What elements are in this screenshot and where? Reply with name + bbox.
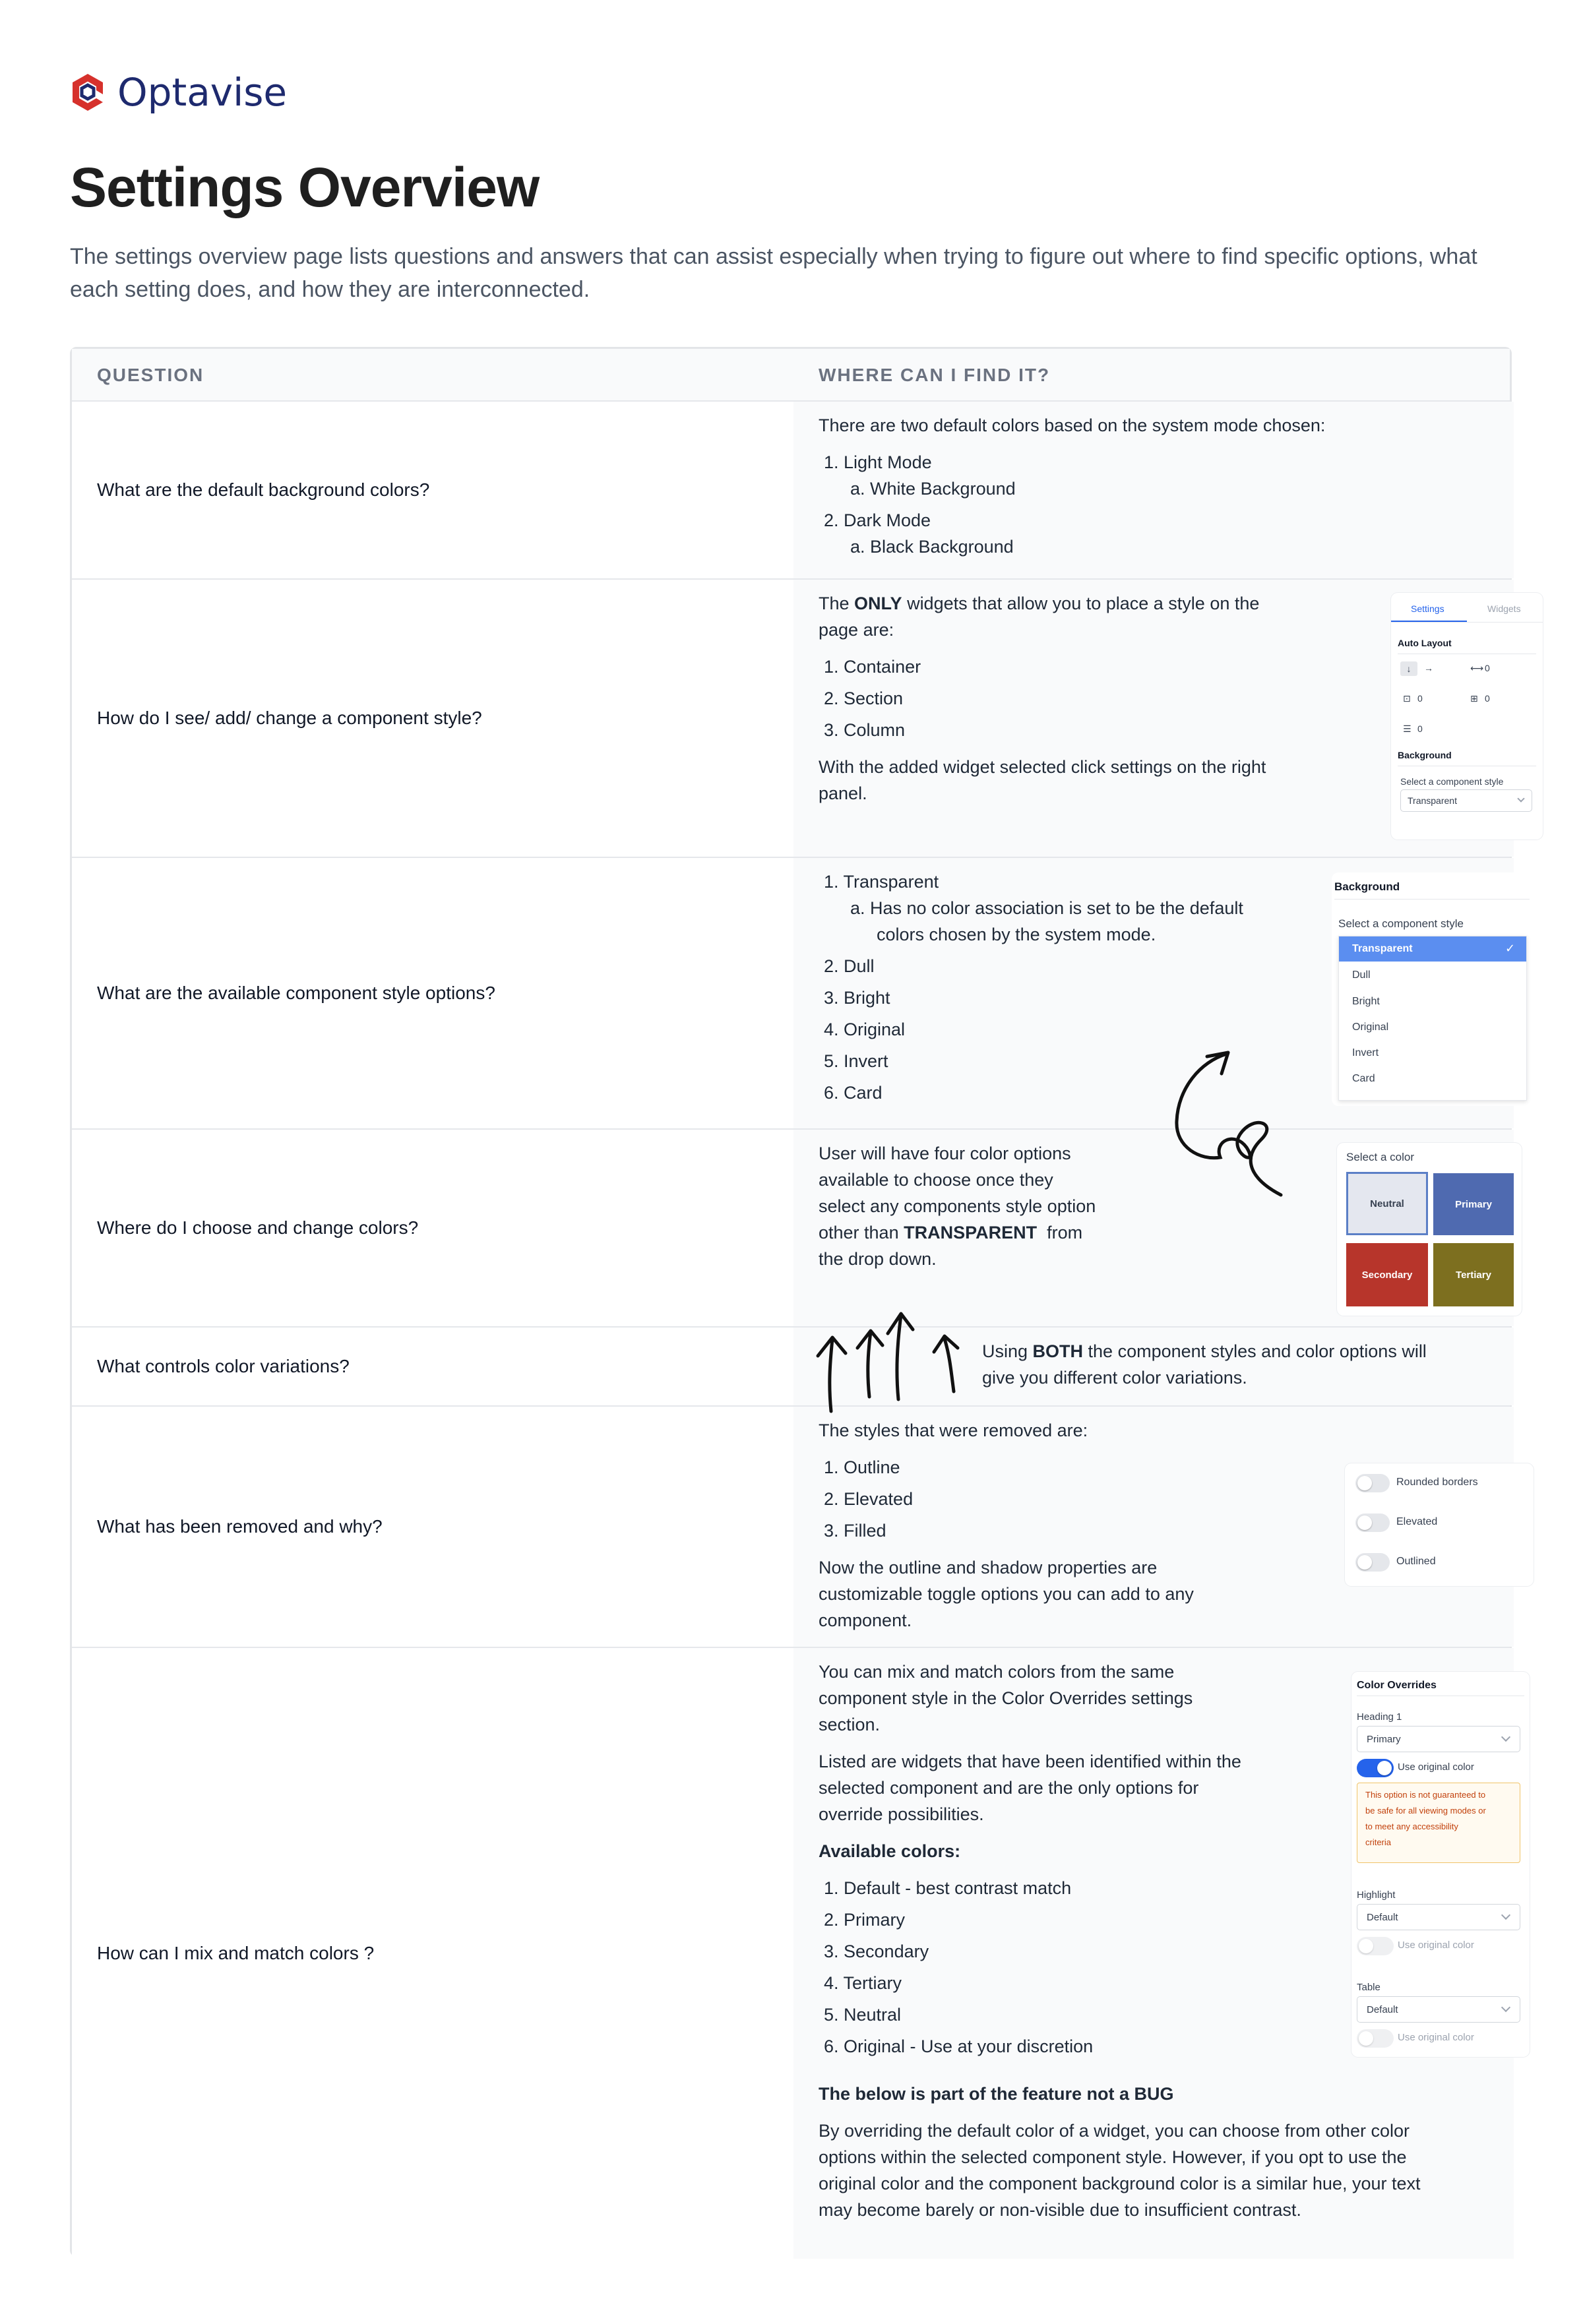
heading1-label: Heading 1 (1357, 1711, 1402, 1723)
background-label: Background (1398, 750, 1452, 760)
answer-cell (793, 1130, 1514, 1326)
column-header-question: QUESTION (97, 365, 204, 385)
emphasis: BOTH (1032, 1341, 1084, 1361)
emphasis: ONLY (854, 594, 902, 613)
list-item: 2. Section (824, 688, 904, 708)
heading1-color-select[interactable] (1357, 1726, 1520, 1752)
component-style-label: Select a component style (1400, 776, 1504, 787)
toggle-label: Rounded borders (1396, 1477, 1478, 1488)
select-value: Default (1367, 1912, 1398, 1923)
emphasis: TRANSPARENT (904, 1223, 1038, 1242)
tab-widgets: Widgets (1487, 603, 1521, 614)
brand-logo (70, 66, 287, 119)
gap-value: 0 (1485, 663, 1490, 673)
text: available to choose once they (819, 1170, 1053, 1190)
toggle-label: Use original color (1398, 1940, 1474, 1951)
auto-layout-label: Auto Layout (1398, 638, 1452, 648)
elevated-toggle[interactable] (1355, 1514, 1390, 1532)
list-item: 1. Container (824, 657, 921, 677)
text: By overriding the default color of a widget, you can choose from other color (819, 2121, 1410, 2141)
warning-text: criteria (1365, 1837, 1392, 1847)
answer-cell (793, 1328, 1514, 1405)
text: customizable toggle options you can add to any (819, 1584, 1194, 1604)
color-overrides-preview (1351, 1672, 1530, 2057)
column-header-answer: WHERE CAN I FIND IT? (819, 365, 1051, 385)
list-item: 2. Elevated (824, 1489, 914, 1509)
text: Using (982, 1341, 1033, 1361)
divider (1334, 899, 1530, 900)
style-option[interactable]: Bright (1352, 996, 1380, 1007)
text: component style in the Color Overrides settings (819, 1688, 1193, 1708)
text: panel. (819, 783, 867, 803)
page-intro: The settings overview page lists questions and answers that can assist especially when trying to figure out where to find specific options, what each setting does, and how they are interconnected. (70, 244, 1477, 302)
toggle-label: Use original color (1398, 2032, 1474, 2043)
text: override possibilities. (819, 1804, 984, 1824)
text: widgets that allow you to place a style on the (902, 594, 1260, 613)
table-label: Table (1357, 1982, 1381, 1993)
select-value: Transparent (1408, 795, 1457, 806)
highlight-color-select[interactable] (1357, 1904, 1520, 1930)
table-header (72, 349, 1510, 402)
list-item: a. Has no color association is set to be the default (850, 898, 1243, 918)
toggle-label: Use original color (1398, 1761, 1474, 1773)
optavise-logo-icon (70, 72, 106, 113)
swatch-primary[interactable]: Primary (1433, 1173, 1514, 1235)
padding-icon: ⊡ (1403, 693, 1411, 704)
question-cell: What controls color variations? (72, 1328, 793, 1405)
list-item: 2. Dull (824, 956, 875, 976)
chevron-down-icon (1501, 2003, 1510, 2012)
answer-cell (793, 1407, 1514, 1647)
answer-outro (819, 754, 1266, 807)
text: other than (819, 1223, 904, 1242)
use-original-toggle[interactable] (1357, 2029, 1394, 2048)
arrow-right-icon: → (1424, 663, 1433, 673)
list-item: 1. Transparent (824, 872, 939, 892)
color-overrides-title: Color Overrides (1357, 1680, 1437, 1691)
style-dropdown-preview (1332, 872, 1530, 1106)
spacing-value: 0 (1417, 723, 1423, 734)
warning-text: This option is not guaranteed to (1365, 1790, 1486, 1800)
text: selected component and are the only options for (819, 1778, 1199, 1798)
chevron-down-icon (1501, 1732, 1510, 1742)
list-item: 2. Primary (824, 1910, 906, 1930)
style-options-list (1338, 936, 1527, 1101)
style-option[interactable]: Dull (1352, 969, 1371, 981)
page-title: Settings Overview (70, 156, 540, 218)
note-title: The below is part of the feature not a BUG (819, 2084, 1174, 2104)
answer-text (819, 1140, 1096, 1272)
question-cell: How do I see/ add/ change a component style? (72, 580, 793, 857)
list-item: 1. Default - best contrast match (824, 1878, 1072, 1898)
answer-paragraph (819, 1748, 1241, 1827)
background-label: Background (1334, 880, 1400, 893)
highlight-label: Highlight (1357, 1889, 1396, 1901)
table-row (72, 858, 1516, 1130)
select-value: Primary (1367, 1734, 1401, 1745)
style-option[interactable]: Card (1352, 1073, 1375, 1084)
text: component. (819, 1610, 912, 1630)
component-style-select[interactable] (1400, 789, 1532, 812)
answer-intro: The styles that were removed are: (819, 1421, 1088, 1440)
toggle-options-preview (1345, 1463, 1534, 1586)
text: from (1037, 1223, 1083, 1242)
question-cell: What are the available component style options? (72, 858, 793, 1128)
text: User will have four color options (819, 1144, 1071, 1163)
table-row (72, 1407, 1510, 1648)
list-item: 1. Light Mode (824, 452, 932, 472)
answer-text (982, 1338, 1427, 1391)
answer-intro (819, 590, 1259, 643)
text: page are: (819, 620, 894, 640)
text: Listed are widgets that have been identified within the (819, 1752, 1241, 1771)
outlined-toggle[interactable] (1355, 1553, 1390, 1572)
settings-panel-preview (1391, 593, 1543, 840)
padding-value: 0 (1417, 693, 1423, 704)
spacing-icon: ☰ (1403, 723, 1412, 734)
brand-name: Optavise (117, 70, 288, 115)
list-item: 5. Neutral (824, 2005, 902, 2025)
list-item: 4. Original (824, 1020, 906, 1039)
question-cell: What are the default background colors? (72, 402, 793, 578)
text: original color and the component background color is a similar hue, your text (819, 2174, 1421, 2193)
answer-intro: There are two default colors based on the system mode chosen: (819, 415, 1326, 435)
use-original-toggle[interactable] (1357, 1759, 1394, 1777)
arrow-down-icon: ↓ (1400, 661, 1417, 676)
horizontal-gap-icon: ⟷ (1470, 663, 1484, 673)
list-item: 1. Outline (824, 1457, 900, 1477)
list-item: 6. Original - Use at your discretion (824, 2036, 1094, 2056)
component-style-label: Select a component style (1338, 917, 1464, 930)
rounded-borders-toggle[interactable] (1355, 1474, 1390, 1492)
color-picker-preview (1337, 1143, 1522, 1316)
question-cell: What has been removed and why? (72, 1407, 793, 1647)
list-item: 3. Column (824, 720, 906, 740)
list-item: a. White Background (850, 479, 1016, 499)
text: section. (819, 1715, 881, 1734)
chevron-down-icon (1501, 1911, 1510, 1920)
margin-icon: ⊞ (1470, 693, 1478, 704)
text: You can mix and match colors from the same (819, 1662, 1175, 1682)
list-item: a. Black Background (850, 537, 1014, 557)
swatch-tertiary[interactable]: Tertiary (1433, 1243, 1514, 1306)
text: options within the selected component style. However, if you opt to use the (819, 2147, 1407, 2167)
list-item: 6. Card (824, 1083, 883, 1103)
warning-text: be safe for all viewing modes or (1365, 1806, 1486, 1816)
check-icon: ✓ (1505, 942, 1516, 955)
text: may become barely or non-visible due to insufficient contrast. (819, 2200, 1301, 2220)
text: the drop down. (819, 1249, 937, 1269)
text: The (819, 594, 855, 613)
answer-cell (793, 402, 1514, 578)
available-colors-title: Available colors: (819, 1841, 961, 1861)
list-item: 3. Secondary (824, 1942, 929, 1961)
tab-settings: Settings (1411, 603, 1444, 614)
text: the component styles and color options will (1083, 1341, 1427, 1361)
list-item: colors chosen by the system mode. (877, 925, 1156, 944)
margin-value: 0 (1485, 693, 1490, 704)
select-value: Default (1367, 2004, 1398, 2015)
toggle-label: Elevated (1396, 1516, 1438, 1527)
list-item: 4. Tertiary (824, 1973, 902, 1993)
style-option[interactable]: Transparent (1352, 943, 1413, 954)
answer-cell (793, 580, 1521, 857)
select-color-label: Select a color (1346, 1151, 1414, 1163)
list-item: 3. Bright (824, 988, 890, 1008)
text: Now the outline and shadow properties are (819, 1558, 1158, 1577)
answer-paragraph (819, 1659, 1193, 1738)
warning-box (1357, 1783, 1520, 1863)
style-option[interactable]: Invert (1352, 1047, 1379, 1058)
table-row (72, 1130, 1510, 1328)
note-text (819, 2118, 1421, 2223)
table-row (72, 1648, 1510, 2259)
swatch-secondary[interactable]: Secondary (1346, 1243, 1428, 1306)
list-item: 3. Filled (824, 1521, 886, 1541)
question-cell: How can I mix and match colors ? (72, 1648, 793, 2259)
use-original-toggle[interactable] (1357, 1937, 1394, 1955)
toggle-label: Outlined (1396, 1556, 1436, 1567)
swatch-neutral[interactable]: Neutral (1346, 1172, 1428, 1235)
text: give you different color variations. (982, 1368, 1247, 1388)
table-row (72, 1328, 1510, 1407)
answer-cell (793, 1648, 1514, 2259)
style-option[interactable]: Original (1352, 1022, 1389, 1033)
table-row (72, 580, 1521, 858)
list-item: 2. Dark Mode (824, 510, 931, 530)
text: select any components style option (819, 1196, 1096, 1216)
list-item: 5. Invert (824, 1051, 888, 1071)
answer-cell (793, 858, 1514, 1128)
settings-table (70, 347, 1521, 2257)
table-color-select[interactable] (1357, 1996, 1520, 2023)
chevron-down-icon (1517, 795, 1524, 802)
divider (1391, 622, 1543, 623)
text: With the added widget selected click settings on the right (819, 757, 1266, 777)
answer-outro (819, 1554, 1194, 1634)
table-row (72, 402, 1510, 580)
question-cell: Where do I choose and change colors? (72, 1130, 793, 1326)
warning-text: to meet any accessibility (1365, 1821, 1458, 1831)
